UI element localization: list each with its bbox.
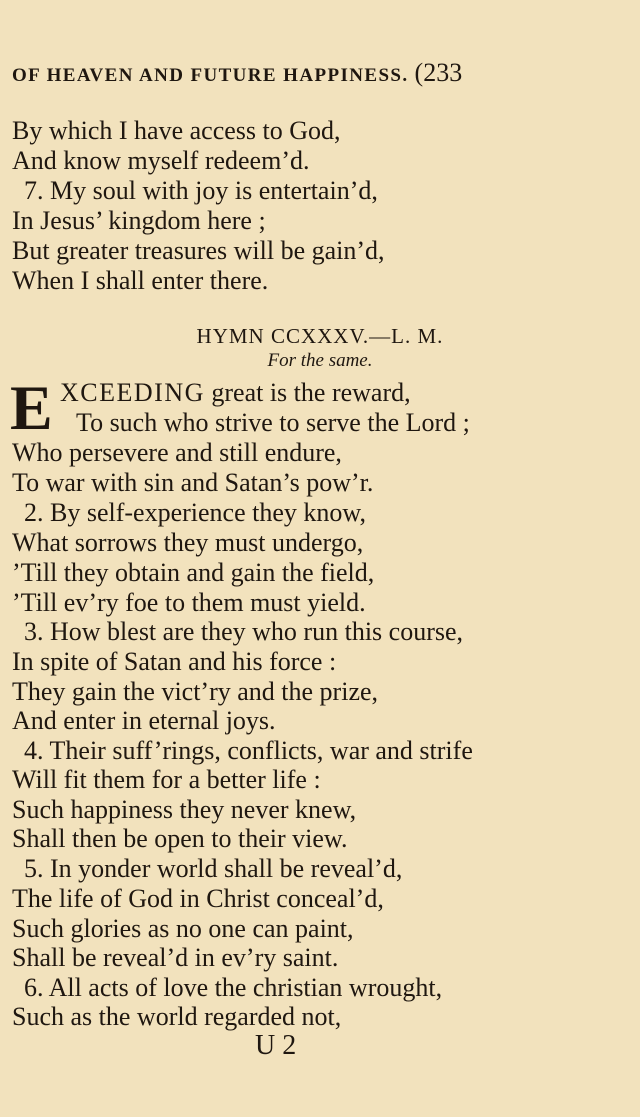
running-header [12,58,632,88]
verse-line: And enter in eternal joys. [12,706,276,735]
verse-line: Will fit them for a better life : [12,765,321,794]
verse-line: Shall then be open to their view. [12,824,348,853]
first-word-caps: XCEEDING [60,378,205,407]
verse-line: When I shall enter there. [12,266,269,295]
verse-line: What sorrows they must undergo, [12,528,364,557]
verse-line: 3. How blest are they who run this course, [24,617,464,646]
signature-mark: U 2 [255,1030,297,1061]
verse-line: And know myself redeem’d. [12,146,310,175]
verse-line: In spite of Satan and his force : [12,647,337,676]
verse-line: ’Till they obtain and gain the field, [12,558,375,587]
verse-line: The life of God in Christ conceal’d, [12,884,384,913]
verse-line: Such glories as no one can paint, [12,914,354,943]
verse-line: 6. All acts of love the christian wrought, [24,973,443,1002]
verse-line: Such happiness they never knew, [12,795,357,824]
verse-line: 4. Their suff’rings, conflicts, war and strife [24,736,473,765]
verse-line: They gain the vict’ry and the prize, [12,677,379,706]
verse-line: 7. My soul with joy is entertain’d, [24,176,378,205]
first-line [60,378,411,408]
verse-line: Shall be reveal’d in ev’ry saint. [12,943,339,972]
verse-line: By which I have access to God, [12,116,341,145]
hymn-subtitle: For the same. [267,350,373,371]
verse-line: But greater treasures will be gain’d, [12,236,385,265]
drop-cap: E [10,372,53,443]
verse-line: In Jesus’ kingdom here ; [12,206,266,235]
verse-line: Who persevere and still endure, [12,438,342,467]
page-number: (233 [414,58,463,87]
verse-line: ’Till ev’ry foe to them must yield. [12,588,366,617]
hymn-title: HYMN CCXXXV.—L. M. [196,324,444,348]
verse-line: 2. By self-experience they know, [24,498,366,527]
verse-line: Such as the world regarded not, [12,1002,342,1031]
verse-line: To such who strive to serve the Lord ; [76,408,470,437]
running-title: OF HEAVEN AND FUTURE HAPPINESS. [12,65,409,86]
verse-line: 5. In yonder world shall be reveal’d, [24,854,403,883]
first-line-rest: great is the reward, [211,378,411,407]
verse-line: To war with sin and Satan’s pow’r. [12,468,374,497]
